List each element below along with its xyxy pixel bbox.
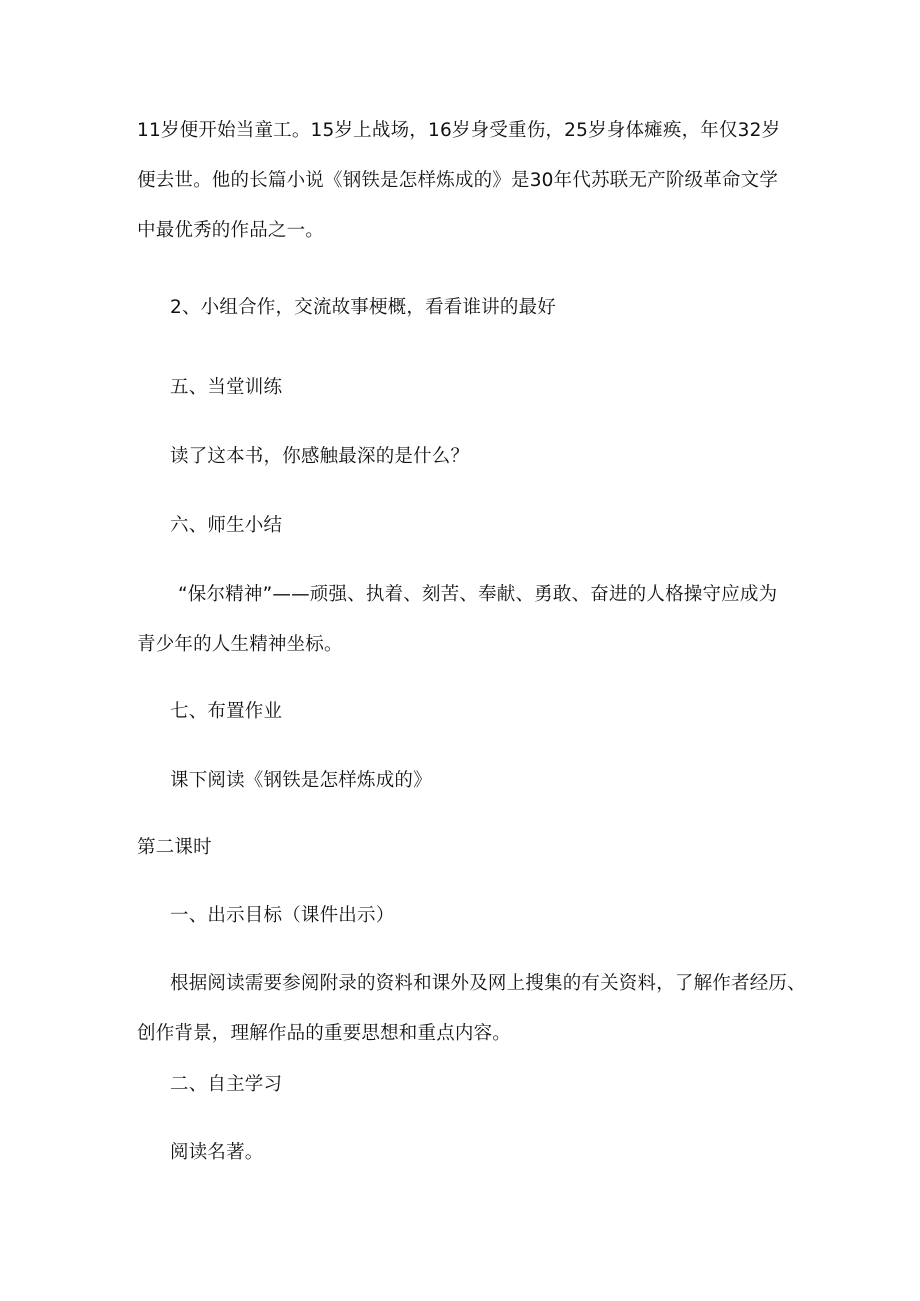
paragraph-line: “保尔精神”——顽强、执着、刻苦、奉献、勇敢、奋进的人格操守应成为 (178, 584, 778, 605)
section-heading: 一、出示目标（课件出示） (170, 905, 395, 926)
paragraph-line: 青少年的人生精神坐标。 (137, 634, 343, 655)
section-heading: 二、自主学习 (170, 1074, 283, 1095)
paragraph-line: 11岁便开始当童工。15岁上战场，16岁身受重伤，25岁身体瘫痪，年仅32岁 (137, 120, 781, 141)
paragraph-line: 课下阅读《钢铁是怎样炼成的》 (170, 770, 432, 791)
paragraph-line: 中最优秀的作品之一。 (137, 220, 325, 241)
list-item-heading: 2、小组合作，交流故事梗概，看看谁讲的最好 (170, 297, 556, 318)
paragraph-line: 阅读名著。 (170, 1142, 264, 1163)
paragraph-line: 读了这本书，你感触最深的是什么？ (170, 446, 470, 467)
section-heading: 七、布置作业 (170, 701, 283, 722)
section-heading: 六、师生小结 (170, 515, 283, 536)
lesson-heading: 第二课时 (137, 837, 212, 858)
paragraph-line: 便去世。他的长篇小说《钢铁是怎样炼成的》是30年代苏联无产阶级革命文学 (137, 170, 779, 191)
paragraph-line: 根据阅读需要参阅附录的资料和课外及网上搜集的有关资料，了解作者经历、 (170, 973, 806, 994)
section-heading: 五、当堂训练 (170, 377, 283, 398)
paragraph-line: 创作背景，理解作品的重要思想和重点内容。 (137, 1023, 512, 1044)
